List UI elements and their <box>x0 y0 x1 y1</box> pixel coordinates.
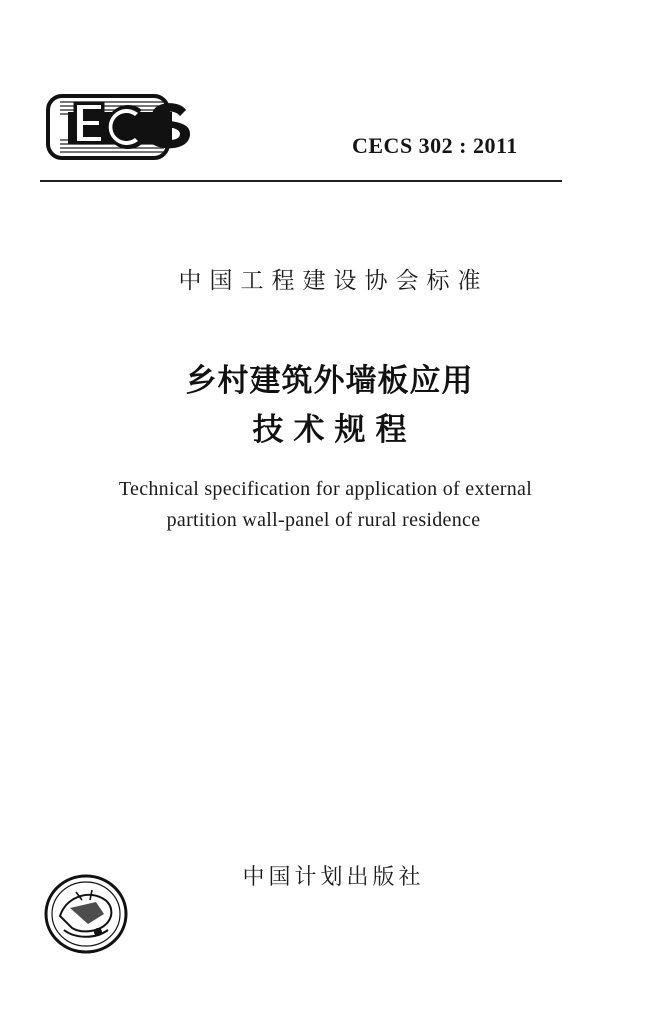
ecs-logo-icon <box>46 88 194 166</box>
association-name: 中国工程建设协会标准 <box>178 268 489 294</box>
english-title-line2: partition wall-panel of rural residence <box>166 509 481 531</box>
english-title-line1: Technical specification for application of external <box>118 478 533 500</box>
ecs-logo <box>46 88 194 166</box>
document-title-line2: 技术规程 <box>252 412 417 448</box>
document-title-line1: 乡村建筑外墙板应用 <box>185 363 474 399</box>
standard-code: CECS 302 : 2011 <box>352 133 518 158</box>
publisher-name: 中国计划出版社 <box>242 865 425 890</box>
header-divider <box>40 180 562 182</box>
